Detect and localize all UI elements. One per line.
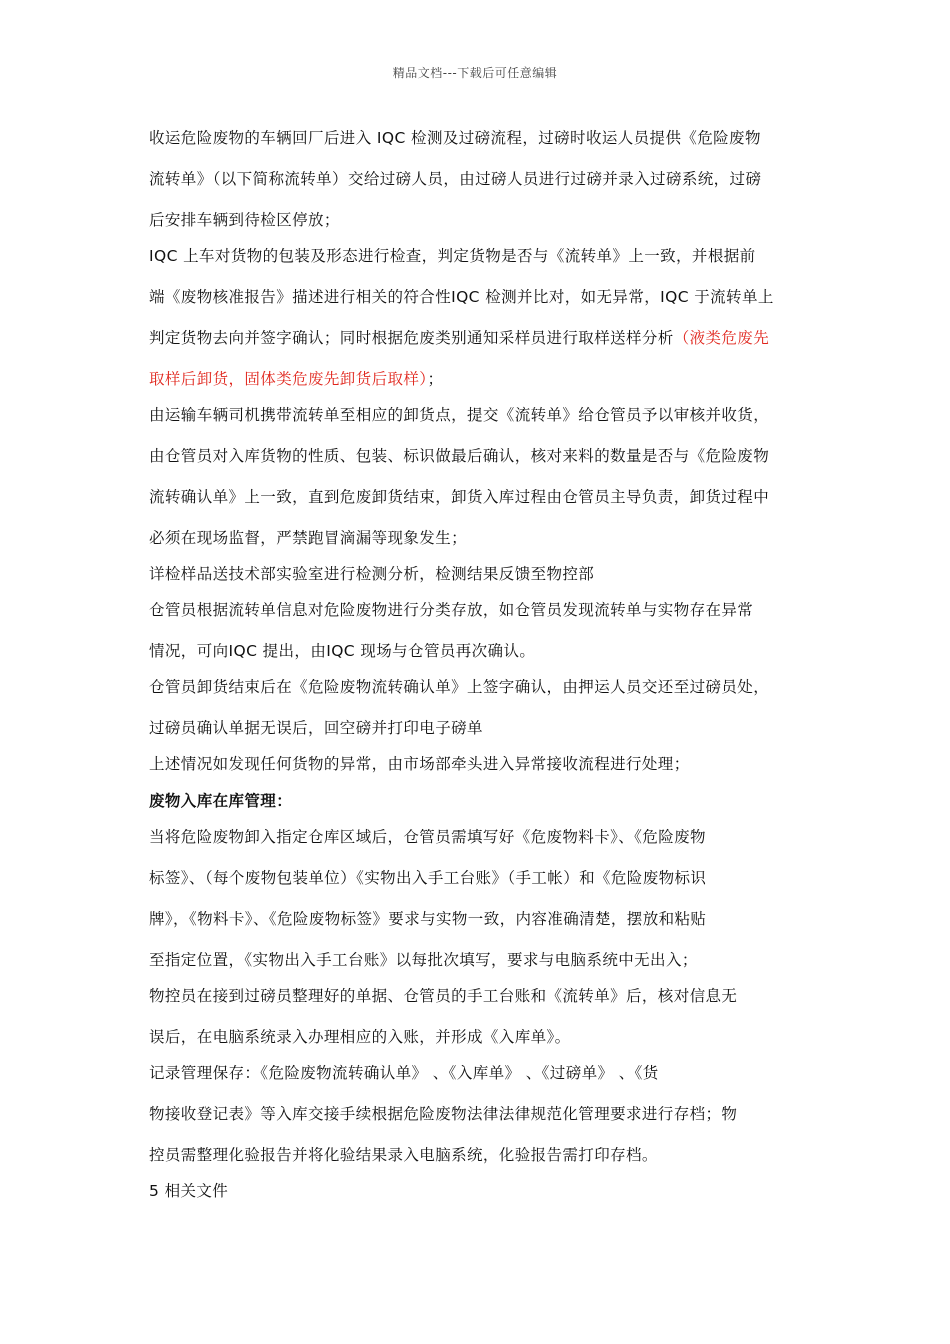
para6-line2: 标签》、（每个废物包装单位）《实物出入手工台账》（手工帐）和《危险废物标识 — [149, 869, 707, 887]
para6-line4: 至指定位置，《实物出入手工台账》以每批次填写，要求与电脑系统中无出入； — [149, 951, 698, 969]
para1-line2: 流转单》（以下简称流转单）交给过磅人员，由过磅人员进行过磅并录入过磅系统，过磅 — [149, 170, 762, 188]
para8-line3: 控员需整理化验报告并将化验结果录入电脑系统，化验报告需打印存档。 — [149, 1146, 658, 1164]
para5-line2: 过磅员确认单据无误后，回空磅并打印电子磅单 — [149, 719, 483, 737]
para2-line4 — [149, 369, 443, 389]
para2-line4-highlight: 取样后卸货，固体类危废先卸货后取样） — [149, 370, 428, 388]
para6-line3: 牌》，《物料卡》、《危险废物标签》要求与实物一致，内容准确清楚，摆放和粘贴 — [149, 910, 707, 928]
section-heading: 废物入库在库管理： — [149, 792, 293, 810]
para8-line1: 记录管理保存：《危险废物流转确认单》 、《入库单》 、《过磅单》 、《货 — [149, 1064, 659, 1082]
para2-line3-text: 判定货物去向并签字确认；同时根据危废类别通知采样员进行取样送样分析 — [149, 329, 674, 347]
para2-line3-highlight: （液类危废先 — [673, 329, 770, 347]
para1-line3: 后安排车辆到待检区停放； — [149, 211, 340, 229]
detect-line: 详检样品送技术部实验室进行检测分析，检测结果反馈至物控部 — [149, 565, 595, 583]
section5-heading: 5 相关文件 — [149, 1182, 229, 1200]
para2-line4-text: ； — [427, 370, 444, 388]
page-header: 精品文档---下载后可任意编辑 — [392, 66, 558, 80]
para6-line1: 当将危险废物卸入指定仓库区域后，仓管员需填写好《危废物料卡》、《危险废物 — [149, 828, 706, 846]
para7-line1: 物控员在接到过磅员整理好的单据、仓管员的手工台账和《流转单》后，核对信息无 — [149, 987, 738, 1005]
para5-line1: 仓管员卸货结束后在《危险废物流转确认单》上签字确认，由押运人员交还至过磅员处， — [149, 678, 770, 696]
abnormal-line: 上述情况如发现任何货物的异常，由市场部牵头进入异常接收流程进行处理； — [149, 755, 690, 773]
para4-line1: 仓管员根据流转单信息对危险废物进行分类存放，如仓管员发现流转单与实物存在异常 — [149, 601, 754, 619]
para2-line2: 端《废物核准报告》描述进行相关的符合性IQC 检测并比对，如无异常，IQC 于流转单上 — [149, 288, 774, 306]
para3-line1: 由运输车辆司机携带流转单至相应的卸货点，提交《流转单》给仓管员予以审核并收货， — [149, 406, 770, 424]
para4-line2: 情况，可向IQC 提出，由IQC 现场与仓管员再次确认。 — [149, 642, 536, 660]
para2-line1: IQC 上车对货物的包装及形态进行检查，判定货物是否与《流转单》上一致，并根据前 — [149, 247, 756, 265]
para7-line2: 误后，在电脑系统录入办理相应的入账，并形成《入库单》。 — [149, 1028, 571, 1046]
para3-line3: 流转确认单》上一致，直到危废卸货结束，卸货入库过程由仓管员主导负责，卸货过程中 — [149, 488, 770, 506]
para1-line1: 收运危险废物的车辆回厂后进入 IQC 检测及过磅流程，过磅时收运人员提供《危险废物 — [149, 129, 761, 147]
para2-line3 — [149, 328, 769, 348]
para3-line4: 必须在现场监督，严禁跑冒滴漏等现象发生； — [149, 529, 468, 547]
para3-line2: 由仓管员对入库货物的性质、包装、标识做最后确认，核对来料的数量是否与《危险废物 — [149, 447, 770, 465]
para8-line2: 物接收登记表》等入库交接手续根据危险废物法律法律规范化管理要求进行存档；物 — [149, 1105, 738, 1123]
